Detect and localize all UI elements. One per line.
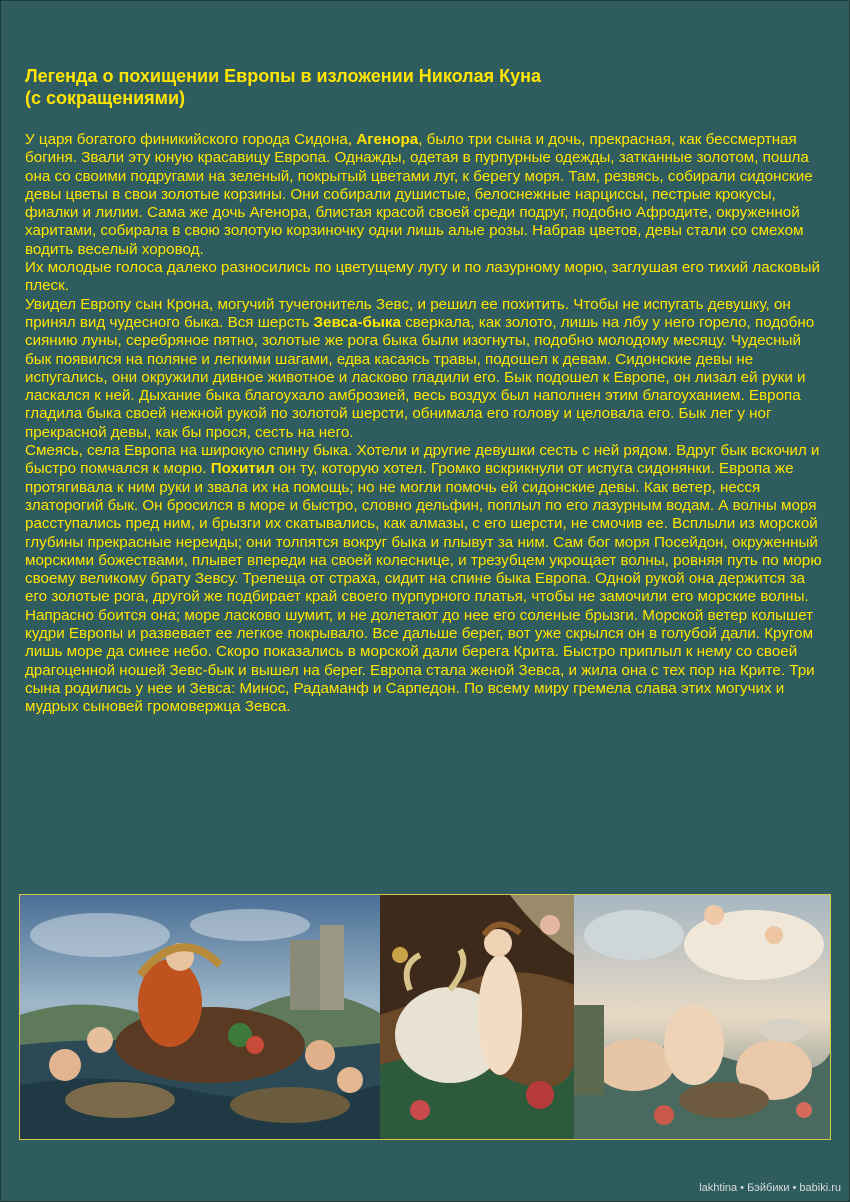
paragraph-4-bold: Похитил [210, 460, 275, 478]
page-title [25, 65, 825, 109]
painting-europa-white-bull [380, 895, 574, 1139]
paragraph-1-bold: Агенора [356, 131, 419, 148]
paragraph-4-text-cont: он ту, которую хотел. Громко вскрикнули от испуга сидонянки. Европа же протягивала к ним руки и звала их на помощь; но не могли помочь ей сидонские девы. Как ветер, несся златорогий бык. Он бросился в море и быстро, словно дельфин, поплыл по его лазурным водам. А волны моря расступались пред ним, и брызги их скатывались, как алмазы, с его шерсти, не смочив ее. Всплыли из морской глубины прекрасные нереиды; они толпятся вокруг быка и плывут за ним. Сам бог моря Посейдон, окруженный морскими божествами, плывет впереди на своей колеснице, и трезубцем укрощает волны, ровняя путь по морю своему великому брату Зевсу. Трепеща от страха, сидит на спине быка Европа. Одной рукой она держится за его золотые рога, другой же подбирает край своего пурпурного платья, чтобы не замочили его морские волны. Напрасно боится она; море ласково шумит, и не долетают до нее его соленые брызги. Морской ветер колышет кудри Европы и развевает ее легкое покрывало. Все дальше берег, вот уже скрылся он в голубой дали. Кругом лишь море да синее небо. Скоро показались в морской дали берега Крита. Быстро приплыл к нему со своей драгоценной ношей Зевс-бык и вышел на берег. Европа стала женой Зевса, и жила она с тех пор на Крите. Три сына родились у нее и Зевса: Минос, Радаманф и Сарпедон. По всему миру гремела слава этих могучих и мудрых сыновей громовержца Зевса. [25, 460, 822, 716]
title-line-1: Легенда о похищении Европы в изложении Николая Куна [25, 66, 542, 86]
paintings-gallery [19, 894, 831, 1140]
paragraph-1 [25, 131, 831, 259]
paragraph-2: Их молодые голоса далеко разносились по цветущему лугу и по лазурному морю, заглушая его тихий ласковый плеск. [25, 259, 820, 295]
paragraph-3-text-cont: сверкала, как золото, лишь на лбу у него горело, подобно сиянию луны, серебряное пятно, золотые же рога быка были изогнуты, подобно молодому месяцу. Чудесный бык появился на поляне и легкими шагами, едва касаясь травы, подошел к девам. Сидонские девы не испугались, они окружили дивное животное и ласково гладили его. Бык подошел к Европе, он лизал ей руки и ласкался к ней. Дыхание быка благоухало амброзией, весь воздух был наполнен этим благоуханием. Европа гладила быка своей нежной рукой по золотой шерсти, обнимала его голову и целовала его. Бык лег у ног прекрасной девы, как бы прося, сесть на него. [25, 313, 815, 441]
title-line-2: (с сокращениями) [25, 88, 186, 108]
watermark-credit: lakhtina • Бэйбики • babiki.ru [699, 1182, 841, 1194]
paragraph-1-text-cont: , было три сына и дочь, прекрасная, как бессмертная богиня. Звали эту юную красавицу Европа. Однажды, одетая в пурпурные одежды, затканные золотом, пошла она со своими подругами на зеленый, покрытый цветами луг, к берегу моря. Там, резвясь, собирали сидонские девы цветы в свои золотые корзины. Они собирали душистые, белоснежные нарциссы, пестрые крокусы, фиалки и лилии. Сама же дочь Агенора, блистая красой своей среди подруг, подобно Афродите, окруженной харитами, собирала в свою золотую корзиночку одни лишь алые розы. Набрав цветов, девы стали со смехом водить веселый хоровод. [25, 131, 813, 258]
paragraph-3-bold: Зевса-быка [313, 313, 401, 331]
painting-europa-rococo [574, 895, 830, 1139]
paragraph-3 [25, 296, 831, 442]
paragraph-3-text: Увидел Европу сын Крона, могучий тучегонитель Зевс, и решил ее похитить. Чтобы не испугать девушку, он принял вид чудесного быка. Вся шерсть [25, 295, 791, 331]
paragraph-4-text: Смеясь, села Европа на широкую спину быка. Хотели и другие девушки сесть с ней рядом. Вдруг бык вскочил и быстро помчался к морю. [25, 442, 820, 478]
legend-text [25, 131, 831, 717]
paragraph-4 [25, 442, 831, 716]
painting-europa-procession [20, 895, 380, 1139]
paragraph-1-text: У царя богатого финикийского города Сидона, [25, 131, 357, 148]
